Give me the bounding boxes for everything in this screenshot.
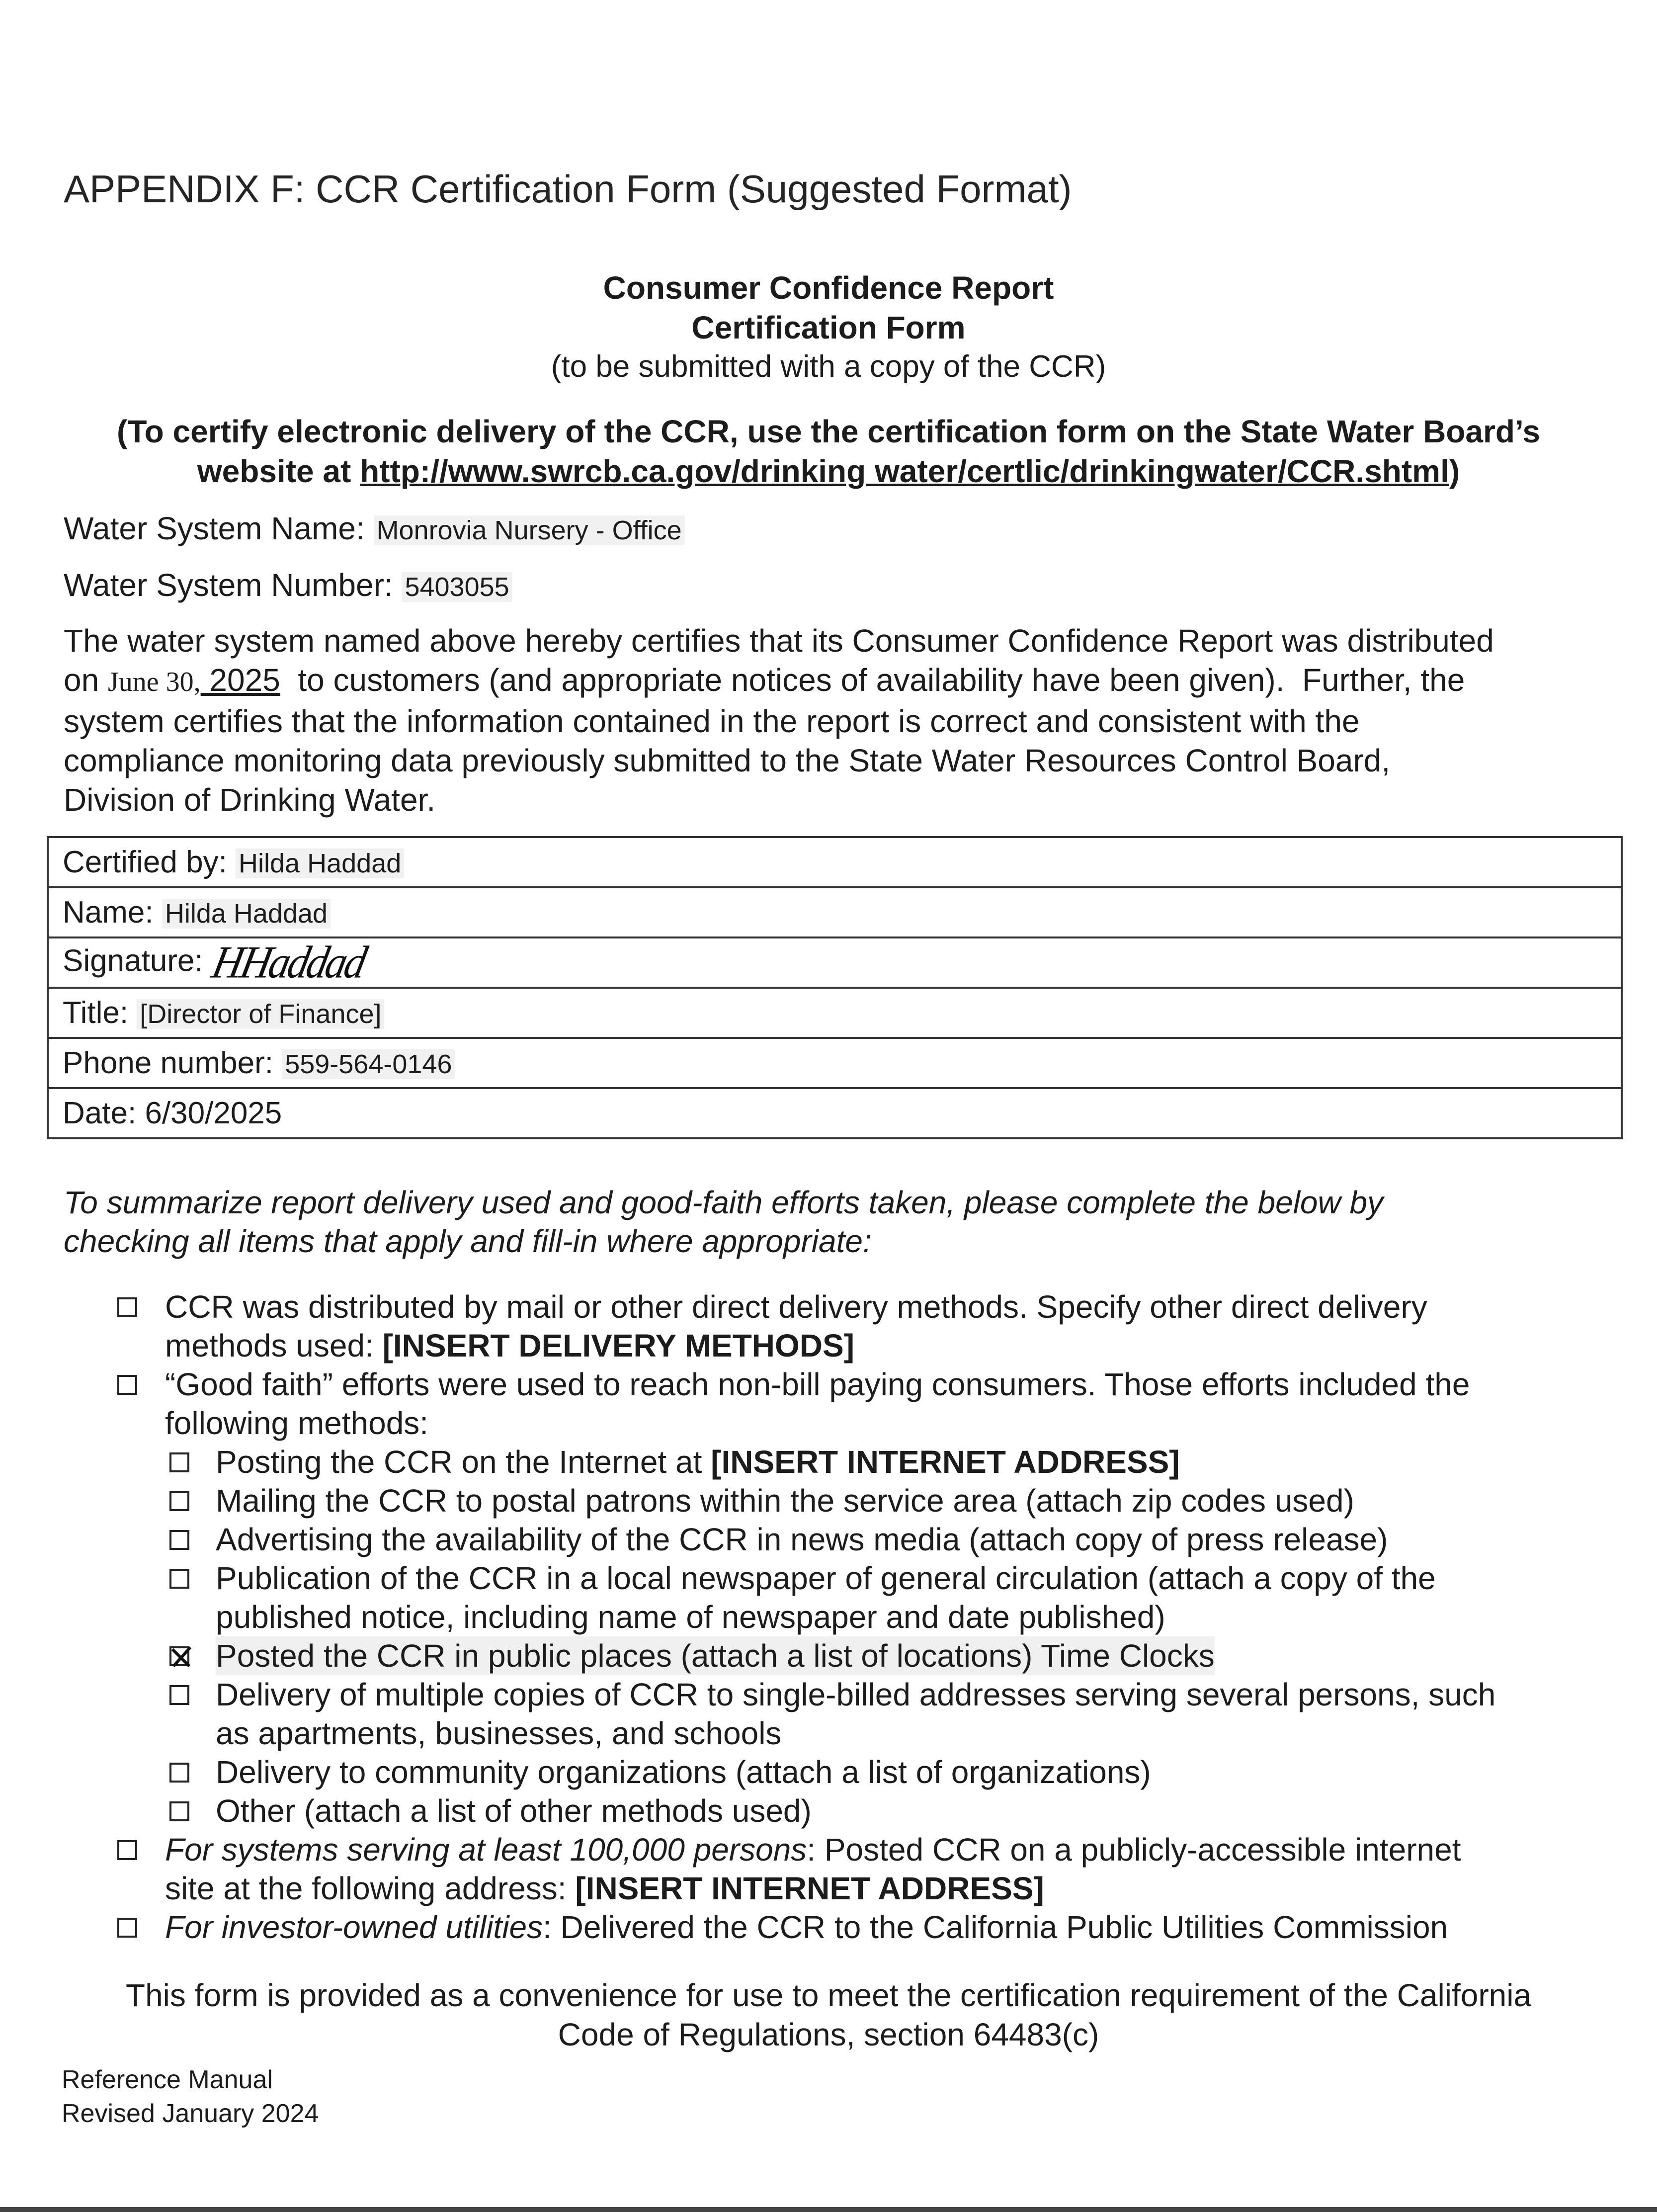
- field-label: Signature:: [63, 943, 203, 978]
- page-title: APPENDIX F: CCR Certification Form (Suggested Format): [64, 167, 1072, 211]
- title-cell: [48, 988, 1622, 1038]
- statement-text: on: [64, 662, 108, 698]
- distribution-year-value[interactable]: 2025: [200, 662, 280, 698]
- table-row: [48, 887, 1622, 937]
- item-text: Posting the CCR on the Internet at: [216, 1444, 711, 1480]
- item-text: For investor-owned utilities: [165, 1909, 543, 1945]
- scan-edge: [0, 2207, 1657, 2212]
- checklist-instructions: [64, 1183, 1383, 1261]
- phone-cell: [48, 1038, 1622, 1088]
- item-text: For systems serving at least 100,000 persons: [165, 1832, 807, 1868]
- revision-line: Revised January 2024: [62, 2099, 319, 2128]
- title-value[interactable]: [Director of Finance]: [137, 999, 384, 1029]
- water-system-number: [64, 567, 512, 603]
- item-text: “Good faith” efforts were used to reach non-bill paying consumers. Those efforts included the: [165, 1366, 1470, 1402]
- reference-line: Reference Manual: [62, 2065, 273, 2094]
- footer-line: This form is provided as a convenience for use to meet the certification requirement of the California: [125, 1977, 1532, 2013]
- item-text: site at the following address:: [165, 1871, 576, 1906]
- field-label: Certified by:: [63, 845, 227, 879]
- notice-line: [0, 451, 1657, 491]
- notice-line: (To certify electronic delivery of the CCR, use the certification form on the State Water Board’s: [117, 414, 1540, 449]
- footer-line: Code of Regulations, section 64483(c): [558, 2017, 1099, 2052]
- checkbox[interactable]: [117, 1297, 137, 1317]
- certified-by-value[interactable]: Hilda Haddad: [236, 849, 404, 878]
- table-row: [48, 1088, 1622, 1138]
- phone-value[interactable]: 559-564-0146: [282, 1049, 455, 1079]
- instruction-line: checking all items that apply and fill-in where appropriate:: [64, 1223, 872, 1259]
- item-text: : Delivered the CCR to the California Public Utilities Commission: [543, 1909, 1448, 1945]
- item-text: as apartments, businesses, and schools: [216, 1715, 782, 1751]
- form-instruction: (to be submitted with a copy of the CCR): [551, 349, 1106, 384]
- field-label: Date:: [63, 1096, 137, 1130]
- date-value[interactable]: 6/30/2025: [145, 1096, 282, 1130]
- table-row: [48, 937, 1622, 988]
- table-row: [48, 1038, 1622, 1088]
- handwritten-signature: HHaddad: [207, 936, 369, 988]
- placeholder-text: [INSERT INTERNET ADDRESS]: [711, 1444, 1180, 1480]
- item-text: following methods:: [165, 1405, 429, 1441]
- checkbox[interactable]: [169, 1452, 189, 1472]
- checkbox[interactable]: [169, 1801, 189, 1821]
- checkbox[interactable]: [169, 1569, 189, 1589]
- item-text: published notice, including name of newspaper and date published): [216, 1599, 1165, 1635]
- checkbox[interactable]: [117, 1840, 137, 1860]
- checkbox[interactable]: [117, 1918, 137, 1938]
- name-value[interactable]: Hilda Haddad: [162, 899, 331, 929]
- distribution-date-value[interactable]: June 30,: [107, 667, 201, 697]
- item-text: Other (attach a list of other methods used): [216, 1793, 812, 1829]
- item-text: methods used:: [165, 1328, 383, 1363]
- instruction-line: To summarize report delivery used and good-faith efforts taken, please complete the below by: [64, 1185, 1384, 1220]
- reference-note: [62, 2063, 319, 2130]
- certification-statement: [64, 621, 1494, 820]
- checkbox[interactable]: [169, 1763, 189, 1783]
- electronic-delivery-notice: [0, 412, 1657, 491]
- check-x-icon: [169, 1644, 195, 1670]
- placeholder-text: [INSERT DELIVERY METHODS]: [382, 1328, 854, 1363]
- signature-cell: [48, 937, 1622, 988]
- fill-in-value[interactable]: Time Clocks: [1032, 1638, 1215, 1674]
- statement-line: The water system named above hereby certifies that its Consumer Confidence Report was distributed: [64, 623, 1494, 659]
- field-label: Water System Number:: [64, 567, 393, 603]
- item-text: Delivery to community organizations (attach a list of organizations): [216, 1754, 1151, 1790]
- statement-line: [64, 661, 1494, 702]
- water-system-number-value[interactable]: 5403055: [402, 572, 512, 602]
- statement-line: Division of Drinking Water.: [64, 782, 436, 818]
- statement-text: to customers (and appropriate notices of availability have been given). Further, the: [280, 662, 1465, 698]
- checkbox[interactable]: [169, 1491, 189, 1511]
- item-text: CCR was distributed by mail or other direct delivery methods. Specify other direct delivery: [165, 1289, 1427, 1325]
- item-text: Posted the CCR in public places (attach a list of locations): [216, 1638, 1033, 1674]
- item-text: Delivery of multiple copies of CCR to single-billed addresses serving several persons, such: [216, 1677, 1496, 1712]
- ccr-form-link[interactable]: http://www.swrcb.ca.gov/drinking water/certlic/drinkingwater/CCR.shtml: [360, 453, 1449, 489]
- table-row: [48, 988, 1622, 1038]
- certified-by-cell: [48, 837, 1622, 887]
- field-label: Water System Name:: [64, 510, 365, 546]
- field-label: Phone number:: [63, 1046, 273, 1080]
- water-system-name-value[interactable]: Monrovia Nursery - Office: [374, 515, 685, 545]
- water-system-name: [64, 510, 685, 547]
- date-cell: [48, 1088, 1622, 1138]
- table-row: [48, 837, 1622, 887]
- checkbox[interactable]: [117, 1375, 137, 1395]
- placeholder-text: [INSERT INTERNET ADDRESS]: [575, 1871, 1044, 1906]
- name-cell: [48, 887, 1622, 937]
- item-text: : Posted CCR on a publicly-accessible internet: [807, 1832, 1461, 1868]
- item-text: Mailing the CCR to postal patrons within the service area (attach zip codes used): [216, 1483, 1354, 1519]
- statement-line: system certifies that the information contained in the report is correct and consistent with the: [64, 703, 1360, 739]
- checkbox[interactable]: [169, 1685, 189, 1705]
- field-label: Name:: [63, 895, 154, 930]
- item-text: Publication of the CCR in a local newspaper of general circulation (attach a copy of the: [216, 1560, 1436, 1596]
- form-heading: Consumer Confidence Report: [603, 270, 1054, 306]
- field-label: Title:: [63, 996, 129, 1030]
- notice-text: ): [1449, 453, 1460, 489]
- item-text: Advertising the availability of the CCR in news media (attach copy of press release): [216, 1522, 1388, 1557]
- checkbox-checked[interactable]: [169, 1646, 189, 1666]
- statement-line: compliance monitoring data previously submitted to the State Water Resources Control Board,: [64, 743, 1391, 778]
- certifier-table: [47, 836, 1623, 1139]
- checkbox[interactable]: [169, 1530, 189, 1550]
- notice-text: website at: [197, 453, 360, 489]
- form-subheading: Certification Form: [691, 310, 966, 345]
- footer-note: [0, 1976, 1657, 2054]
